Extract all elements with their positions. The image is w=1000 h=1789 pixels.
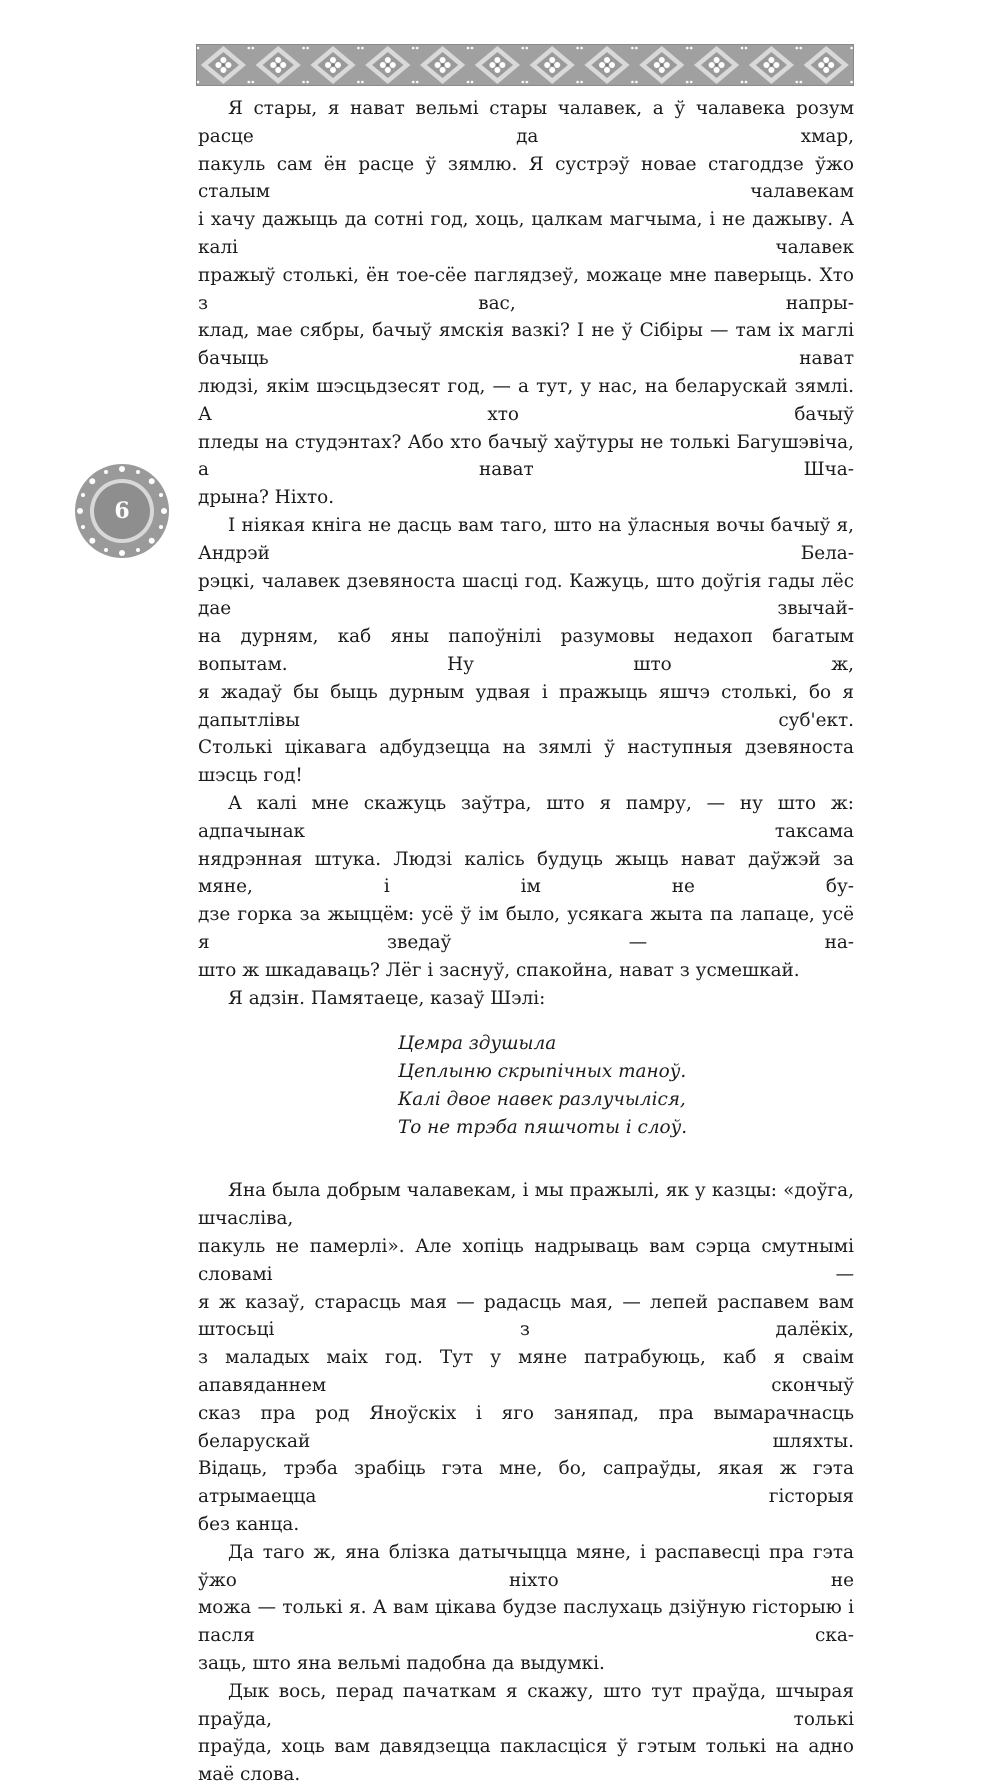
page-number: 6: [114, 498, 130, 524]
text-line: заць, што яна вельмі падобна да выдумкі.: [198, 1653, 605, 1675]
text-line: дрына? Ніхто.: [198, 487, 335, 509]
text-line: Столькі цікавага адбудзецца на зямлі ў наступныя дзевяноста шэсць год!: [198, 737, 854, 787]
text-line: пледы на студэнтах? Або хто бачыў хаўтуры не толькі Багушэвіча, а нават Шча-: [198, 431, 854, 481]
text-line: клад, мае сябры, бачыў ямскія вазкі? І не ў Сібіры — там іх маглі бачыць нават: [198, 320, 854, 370]
paragraph: [198, 1539, 854, 1678]
text-line: сказ пра род Яноўскіх і яго заняпад, пра вымарачнасць беларускай шляхты.: [198, 1402, 854, 1452]
poem-line: Цеплыню скрыпічных таноў.: [398, 1061, 687, 1083]
text-line: нядрэнная штука. Людзі калісь будуць жыць нават даўжэй за мяне, і ім не бу-: [198, 848, 854, 898]
paragraph: [198, 985, 854, 1013]
text-line: пакуль сам ён расце ў зямлю. Я сустрэў новае стагоддзе ўжо сталым чалавекам: [198, 153, 854, 203]
text-line: з маладых маіх год. Тут у мяне патрабуюць, каб я сваім апавяданнем скончыў: [198, 1347, 854, 1397]
paragraph: [198, 512, 854, 790]
text-line: людзі, якім шэсцьдзесят год, — а тут, у нас, на беларускай зямлі. А хто бачыў: [198, 375, 854, 425]
text-line: на дурням, каб яны папоўнілі разумовы недахоп багатым вопытам. Ну што ж,: [198, 626, 854, 675]
paragraph: [198, 1678, 854, 1789]
text-line: Да таго ж, яна блізка датычыцца мяне, і распавесці пра гэта ўжо ніхто не: [198, 1541, 854, 1591]
text-line: Дык вось, перад пачаткам я скажу, што тут праўда, шчырая праўда, толькі: [198, 1680, 854, 1730]
text-line: дзе горка за жыццём: усё ў ім было, усякага жыта па лапаце, усё я зведаў — на-: [198, 904, 854, 953]
poem-line: Калі двое навек разлучыліся,: [398, 1088, 686, 1110]
text-line: А калі мне скажуць заўтра, што я памру, — ну што ж: адпачынак таксама: [198, 792, 854, 842]
body-text: [198, 95, 854, 1789]
text-line: праўда, хоць вам давядзецца пакласціся ў гэтым толькі на адно маё слова.: [198, 1736, 854, 1786]
poem-line: То не трэба пяшчоты і слоў.: [398, 1116, 688, 1138]
text-line: пакуль не памерлі». Але хопіць надрываць вам сэрца смутнымі словамі —: [198, 1236, 854, 1285]
poem-stanza: [398, 1030, 854, 1141]
text-line: Я стары, я нават вельмі стары чалавек, а ў чалавека розум расце да хмар,: [198, 98, 854, 147]
text-line: я жадаў бы быць дурным удвая і пражыць яшчэ столькі, бо я дапытлівы суб'ект.: [198, 681, 854, 731]
text-line: Я адзін. Памятаеце, казаў Шэлі:: [228, 987, 546, 1009]
paragraph: [198, 1177, 854, 1538]
poem-line: Цемра здушыла: [398, 1033, 557, 1055]
text-line: можа — толькі я. А вам цікава будзе паслухаць дзіўную гісторыю і пасля ска-: [198, 1597, 854, 1647]
text-line: рэцкі, чалавек дзевяноста шасці год. Кажуць, што доўгія гады лёс дае звычай-: [198, 570, 854, 620]
text-line: пражыў столькі, ён тое-сёе паглядзеў, можаце мне паверыць. Хто з вас, напры-: [198, 264, 854, 314]
text-line: Відаць, трэба зрабіць гэта мне, бо, сапраўды, якая ж гэта атрымаецца гісторыя: [198, 1458, 854, 1508]
text-line: што ж шкадаваць? Лёг і заснуў, спакойна, нават з усмешкай.: [198, 959, 800, 981]
text-line: і хачу дажыць да сотні год, хоць, цалкам магчыма, і не дажыву. А калі чалавек: [198, 209, 854, 258]
paragraph: [198, 95, 854, 512]
text-line: без канца.: [198, 1514, 300, 1536]
text-line: І ніякая кніга не дасць вам таго, што на ўласныя вочы бачыў я, Андрэй Бела-: [198, 514, 854, 564]
header-ornament-band: [196, 44, 854, 86]
paragraph: [198, 790, 854, 985]
text-line: Яна была добрым чалавекам, і мы пражылі, як у казцы: «доўга, шчаслівa,: [198, 1180, 854, 1230]
text-line: я ж казаў, старасць мая — радасць мая, — лепей распавем вам штосьці з далёкіх,: [198, 1291, 854, 1341]
